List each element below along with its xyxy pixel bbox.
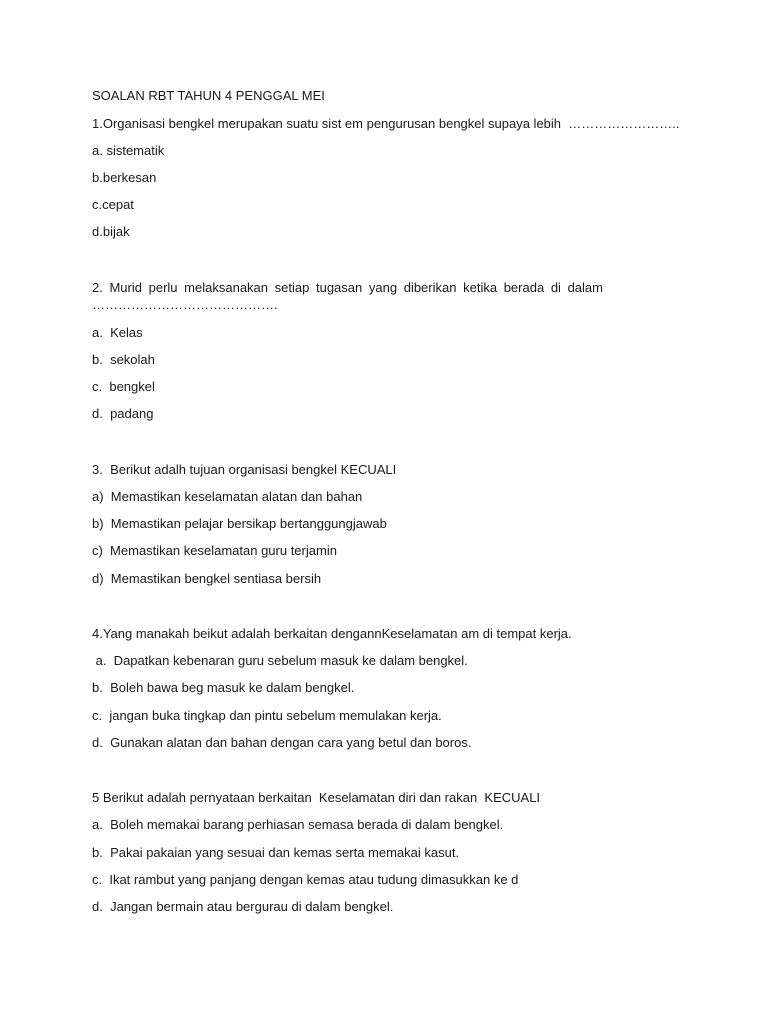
question-3-option-d: d) Memastikan bengkel sentiasa bersih [92,571,322,586]
question-5-option-d: d. Jangan bermain atau bergurau di dalam bengkel. [92,899,394,914]
question-1-option-b: b.berkesan [92,170,157,185]
question-5-stem: 5 Berikut adalah pernyataan berkaitan Keselamatan diri dan rakan KECUALI [92,790,541,805]
question-3-option-a: a) Memastikan keselamatan alatan dan bahan [92,489,363,504]
question-1-stem: 1.Organisasi bengkel merupakan suatu sist em pengurusan bengkel supaya lebih …………………….. [92,116,680,131]
question-2-option-d: d. padang [92,406,154,421]
question-5-option-a: a. Boleh memakai barang perhiasan semasa berada di dalam bengkel. [92,817,504,832]
question-4-option-b: b. Boleh bawa beg masuk ke dalam bengkel. [92,680,355,695]
question-4-stem: 4.Yang manakah beikut adalah berkaitan dengannKeselamatan am di tempat kerja. [92,626,572,641]
question-3-stem: 3. Berikut adalh tujuan organisasi bengkel KECUALI [92,462,397,477]
question-2-stem-blank: ……………………………………. [92,297,278,312]
question-5-option-b: b. Pakai pakaian yang sesuai dan kemas serta memakai kasut. [92,845,460,860]
question-1-option-a: a. sistematik [92,143,165,158]
question-3-option-b: b) Memastikan pelajar bersikap bertanggungjawab [92,516,387,531]
question-4-option-d: d. Gunakan alatan dan bahan dengan cara yang betul dan boros. [92,735,472,750]
question-5-option-c: c. Ikat rambut yang panjang dengan kemas atau tudung dimasukkan ke d [92,872,519,887]
document-title: SOALAN RBT TAHUN 4 PENGGAL MEI [92,88,325,103]
question-4-option-c: c. jangan buka tingkap dan pintu sebelum memulakan kerja. [92,708,442,723]
question-2-option-a: a. Kelas [92,325,143,340]
question-1-option-c: c.cepat [92,197,134,212]
question-2-option-c: c. bengkel [92,379,155,394]
question-4-option-a: a. Dapatkan kebenaran guru sebelum masuk ke dalam bengkel. [92,653,468,668]
question-1-option-d: d.bijak [92,224,130,239]
question-2-stem: 2. Murid perlu melaksanakan setiap tugasan yang diberikan ketika berada di dalam [92,280,603,295]
question-3-option-c: c) Memastikan keselamatan guru terjamin [92,543,337,558]
question-2-option-b: b. sekolah [92,352,155,367]
